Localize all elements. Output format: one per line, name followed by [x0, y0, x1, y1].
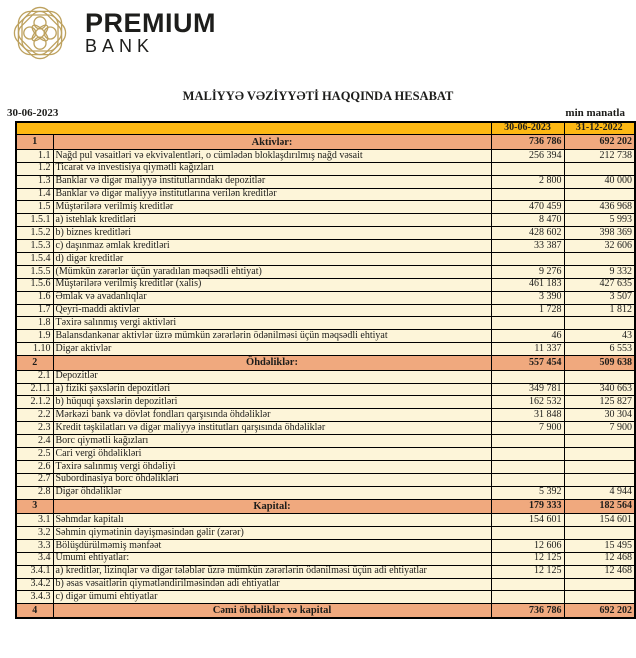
- row-value-current: [491, 162, 564, 175]
- row-num: 2.5: [16, 447, 53, 460]
- table-row: [16, 591, 635, 604]
- table-row: [16, 356, 635, 371]
- row-value-current: 33 387: [491, 240, 564, 253]
- row-value-previous: 340 663: [564, 383, 635, 396]
- row-label: a) kreditlər, lizinqlər və digər tələblər üzrə mümkün zərərlərin ödənilməsi üçün adi ehtiyatlar: [53, 565, 491, 578]
- row-value-current: [491, 435, 564, 448]
- row-num: 2.1.2: [16, 396, 53, 409]
- row-value-current: 736 786: [491, 135, 564, 150]
- row-value-current: 349 781: [491, 383, 564, 396]
- row-label: c) digər ümumi ehtiyatlar: [53, 591, 491, 604]
- premium-bank-knot-icon: [8, 3, 72, 63]
- row-label: Səhmdar kapitalı: [53, 514, 491, 527]
- row-num: 4: [16, 604, 53, 619]
- table-row: [16, 514, 635, 527]
- row-label: a) istehlak kreditləri: [53, 214, 491, 227]
- table-row: [16, 240, 635, 253]
- row-label: Ümumi ehtiyatlar:: [53, 552, 491, 565]
- row-value-previous: 43: [564, 330, 635, 343]
- row-value-previous: 3 507: [564, 291, 635, 304]
- row-label: b) əsas vəsaitlərin qiymətləndirilməsindən adi ehtiyatlar: [53, 578, 491, 591]
- row-value-previous: 1 812: [564, 304, 635, 317]
- report-meta: [7, 107, 625, 119]
- row-label: Depozitlər: [53, 370, 491, 383]
- row-value-previous: 7 900: [564, 422, 635, 435]
- row-value-previous: 398 369: [564, 227, 635, 240]
- row-num: 1.2: [16, 162, 53, 175]
- table-row: [16, 396, 635, 409]
- brand-name-bank: BANK: [85, 35, 155, 56]
- row-num: 2.7: [16, 473, 53, 486]
- row-value-current: [491, 591, 564, 604]
- row-num: 1.4: [16, 188, 53, 201]
- table-row: [16, 447, 635, 460]
- row-num: 3: [16, 499, 53, 514]
- row-value-previous: [564, 188, 635, 201]
- row-num: 3.2: [16, 526, 53, 539]
- row-value-previous: 12 468: [564, 552, 635, 565]
- row-label: Təxirə salınmış vergi aktivləri: [53, 317, 491, 330]
- bank-logo: [8, 3, 216, 63]
- row-label: Cari vergi öhdəlikləri: [53, 447, 491, 460]
- row-value-current: [491, 460, 564, 473]
- brand-name-premium: PREMIUM: [85, 7, 216, 38]
- row-value-previous: 6 553: [564, 343, 635, 356]
- row-value-current: 12 125: [491, 552, 564, 565]
- row-value-current: 46: [491, 330, 564, 343]
- table-row: [16, 265, 635, 278]
- table-row: [16, 304, 635, 317]
- row-num: 1.5.1: [16, 214, 53, 227]
- row-label: Subordinasiya borc öhdəlikləri: [53, 473, 491, 486]
- row-value-current: 1 728: [491, 304, 564, 317]
- row-num: 2.1: [16, 370, 53, 383]
- row-num: 2.6: [16, 460, 53, 473]
- row-label: Borc qiymətli kağızları: [53, 435, 491, 448]
- row-value-current: [491, 370, 564, 383]
- table-row: [16, 486, 635, 499]
- row-value-current: [491, 317, 564, 330]
- row-value-current: 31 848: [491, 409, 564, 422]
- row-value-current: 2 800: [491, 175, 564, 188]
- row-value-previous: 40 000: [564, 175, 635, 188]
- row-num: 2.4: [16, 435, 53, 448]
- row-label: Səhmin qiymətinin dəyişməsindən gəlir (zərər): [53, 526, 491, 539]
- row-value-current: [491, 526, 564, 539]
- row-value-current: 736 786: [491, 604, 564, 619]
- row-num: 1.5.6: [16, 278, 53, 291]
- row-value-previous: [564, 435, 635, 448]
- row-label: Müştərilərə verilmiş kreditlər (xalis): [53, 278, 491, 291]
- row-label: a) fiziki şəxslərin depozitləri: [53, 383, 491, 396]
- table-header-row: [16, 122, 635, 135]
- table-row: [16, 201, 635, 214]
- row-num: 2.2: [16, 409, 53, 422]
- row-value-current: 5 392: [491, 486, 564, 499]
- row-label: b) biznes kreditləri: [53, 227, 491, 240]
- row-value-current: 179 333: [491, 499, 564, 514]
- row-num: 1.10: [16, 343, 53, 356]
- row-num: 1.9: [16, 330, 53, 343]
- row-value-current: 9 276: [491, 265, 564, 278]
- row-value-previous: 427 635: [564, 278, 635, 291]
- row-value-current: 7 900: [491, 422, 564, 435]
- report-table-body: [16, 135, 635, 618]
- row-value-current: [491, 578, 564, 591]
- row-value-previous: 4 944: [564, 486, 635, 499]
- table-row: [16, 565, 635, 578]
- row-label: Ticarət və investisiya qiymətli kağızları: [53, 162, 491, 175]
- row-value-current: 428 602: [491, 227, 564, 240]
- row-num: 1.5.5: [16, 265, 53, 278]
- table-row: [16, 499, 635, 514]
- row-value-current: 154 601: [491, 514, 564, 527]
- row-value-current: [491, 253, 564, 266]
- row-value-previous: 692 202: [564, 135, 635, 150]
- row-num: 3.3: [16, 539, 53, 552]
- row-num: 1.5.4: [16, 253, 53, 266]
- row-value-previous: [564, 370, 635, 383]
- row-num: 1.7: [16, 304, 53, 317]
- row-value-current: 3 390: [491, 291, 564, 304]
- row-num: 2: [16, 356, 53, 371]
- table-row: [16, 149, 635, 162]
- row-value-previous: 436 968: [564, 201, 635, 214]
- row-value-previous: 12 468: [564, 565, 635, 578]
- row-value-previous: 9 332: [564, 265, 635, 278]
- row-value-previous: [564, 578, 635, 591]
- row-label: Bölüşdürülməmiş mənfəət: [53, 539, 491, 552]
- table-row: [16, 539, 635, 552]
- row-num: 3.4.3: [16, 591, 53, 604]
- row-value-current: 557 454: [491, 356, 564, 371]
- row-label: Qeyri-maddi aktivlər: [53, 304, 491, 317]
- table-row: [16, 214, 635, 227]
- row-value-previous: 182 564: [564, 499, 635, 514]
- row-num: 3.4.2: [16, 578, 53, 591]
- row-value-previous: [564, 253, 635, 266]
- row-num: 1.3: [16, 175, 53, 188]
- row-value-current: 461 183: [491, 278, 564, 291]
- table-row: [16, 578, 635, 591]
- row-label: Cəmi öhdəliklər və kapital: [53, 604, 491, 619]
- row-value-current: 8 470: [491, 214, 564, 227]
- row-label: Əmlak və avadanlıqlar: [53, 291, 491, 304]
- table-row: [16, 227, 635, 240]
- row-num: 2.1.1: [16, 383, 53, 396]
- financial-position-table: [15, 121, 636, 619]
- row-num: 3.4.1: [16, 565, 53, 578]
- table-row: [16, 330, 635, 343]
- report-unit: min manatla: [565, 107, 625, 119]
- table-row: [16, 370, 635, 383]
- row-label: Digər aktivlər: [53, 343, 491, 356]
- row-label: d) digər kreditlər: [53, 253, 491, 266]
- row-label: Təxirə salınmış vergi öhdəliyi: [53, 460, 491, 473]
- row-value-previous: [564, 317, 635, 330]
- column-header-previous: 31-12-2022: [564, 122, 635, 135]
- row-value-previous: [564, 447, 635, 460]
- table-corner-cell: [16, 122, 491, 135]
- row-num: 1.5.2: [16, 227, 53, 240]
- table-row: [16, 552, 635, 565]
- table-row: [16, 162, 635, 175]
- bank-wordmark: [85, 7, 216, 57]
- table-row: [16, 188, 635, 201]
- table-row: [16, 435, 635, 448]
- report-date: 30-06-2023: [7, 107, 59, 119]
- row-label: c) daşınmaz əmlak kreditləri: [53, 240, 491, 253]
- row-label: Aktivlər:: [53, 135, 491, 150]
- table-row: [16, 473, 635, 486]
- column-header-current: 30-06-2023: [491, 122, 564, 135]
- row-label: Kredit təşkilatları və digər maliyyə institutları qarşısında öhdəliklər: [53, 422, 491, 435]
- table-row: [16, 291, 635, 304]
- row-num: 2.3: [16, 422, 53, 435]
- table-row: [16, 135, 635, 150]
- row-value-current: 162 532: [491, 396, 564, 409]
- row-value-previous: 212 738: [564, 149, 635, 162]
- row-value-previous: 5 993: [564, 214, 635, 227]
- row-value-previous: [564, 526, 635, 539]
- row-num: 1.1: [16, 149, 53, 162]
- row-value-current: 12 606: [491, 539, 564, 552]
- row-value-previous: 154 601: [564, 514, 635, 527]
- row-num: 1: [16, 135, 53, 150]
- row-num: 3.1: [16, 514, 53, 527]
- row-value-current: 12 125: [491, 565, 564, 578]
- row-num: 1.6: [16, 291, 53, 304]
- table-row: [16, 383, 635, 396]
- table-row: [16, 253, 635, 266]
- row-label: Mərkəzi bank və dövlət fondları qarşısında öhdəliklər: [53, 409, 491, 422]
- report-title: MALİYYƏ VƏZİYYƏTİ HAQQINDA HESABAT: [182, 89, 454, 103]
- row-label: Kapital:: [53, 499, 491, 514]
- row-label: Banklar və digər maliyyə institutlarına verilən kreditlər: [53, 188, 491, 201]
- table-row: [16, 278, 635, 291]
- row-value-current: [491, 188, 564, 201]
- row-label: Balansdankənar aktivlər üzrə mümkün zərərlərin ödənilməsi üçün məqsədli ehtiyat: [53, 330, 491, 343]
- row-label: Öhdəliklər:: [53, 356, 491, 371]
- row-value-previous: [564, 162, 635, 175]
- row-value-current: [491, 447, 564, 460]
- row-value-current: 470 459: [491, 201, 564, 214]
- row-value-current: [491, 473, 564, 486]
- table-row: [16, 526, 635, 539]
- row-num: 2.8: [16, 486, 53, 499]
- table-row: [16, 422, 635, 435]
- row-label: Digər öhdəliklər: [53, 486, 491, 499]
- table-row: [16, 343, 635, 356]
- row-value-previous: [564, 460, 635, 473]
- table-row: [16, 175, 635, 188]
- row-num: 1.5.3: [16, 240, 53, 253]
- row-label: Nağd pul vəsaitləri və ekvivalentləri, o cümlədən bloklaşdırılmış nağd vəsait: [53, 149, 491, 162]
- row-num: 1.5: [16, 201, 53, 214]
- row-value-previous: 692 202: [564, 604, 635, 619]
- row-label: b) hüquqi şəxslərin depozitləri: [53, 396, 491, 409]
- row-value-previous: [564, 591, 635, 604]
- row-label: (Mümkün zərərlər üçün yaradılan məqsədli ehtiyat): [53, 265, 491, 278]
- row-value-previous: 509 638: [564, 356, 635, 371]
- row-value-previous: 15 495: [564, 539, 635, 552]
- row-label: Müştərilərə verilmiş kreditlər: [53, 201, 491, 214]
- row-value-current: 256 394: [491, 149, 564, 162]
- row-value-previous: 125 827: [564, 396, 635, 409]
- row-num: 1.8: [16, 317, 53, 330]
- table-row: [16, 317, 635, 330]
- row-value-previous: [564, 473, 635, 486]
- row-num: 3.4: [16, 552, 53, 565]
- row-value-current: 11 337: [491, 343, 564, 356]
- row-label: Banklar və digər maliyyə institutlarındakı depozitlər: [53, 175, 491, 188]
- row-value-previous: 30 304: [564, 409, 635, 422]
- table-row: [16, 460, 635, 473]
- table-row: [16, 409, 635, 422]
- row-value-previous: 32 606: [564, 240, 635, 253]
- table-row: [16, 604, 635, 619]
